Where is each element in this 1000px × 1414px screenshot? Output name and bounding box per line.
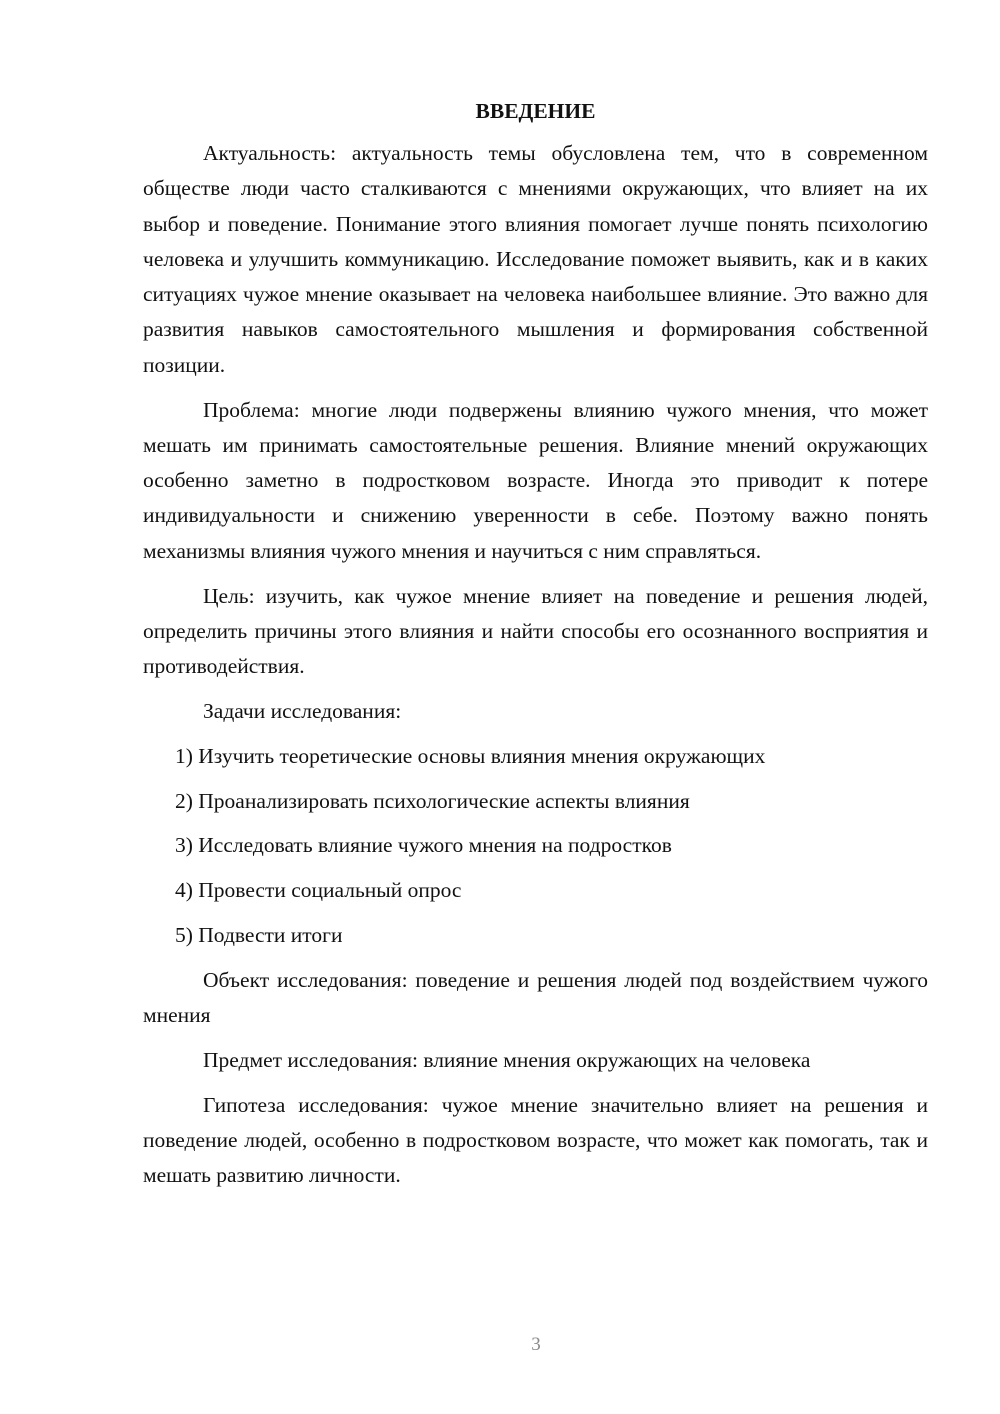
list-item: 3) Исследовать влияние чужого мнения на подростков [175,833,672,858]
paragraph-goal: Цель: изучить, как чужое мнение влияет на поведение и решения людей, определить причины этого влияния и найти способы его осознанного восприятия и противодействия. [143,583,928,679]
section-heading: ВВЕДЕНИЕ [475,99,596,123]
paragraph-subject: Предмет исследования: влияние мнения окружающих на человека [203,1047,811,1072]
paragraph-relevance: Актуальность: актуальность темы обусловлена тем, что в современном обществе люди часто сталкиваются с мнениями окружающих, что влияет на их выбор и поведение. Понимание этого влияния помогает лучше понять психологию человека и улучшить коммуникацию. Исследование поможет выявить, как и в каких ситуациях чужое мнение оказывает на человека наибольшее влияние. Это важно для развития навыков самостоятельного мышления и формирования собственной позиции. [143,141,928,377]
page-content [143,96,928,1203]
list-item: 2) Проанализировать психологические аспекты влияния [175,788,690,813]
list-item: 4) Провести социальный опрос [175,878,462,903]
list-item: 5) Подвести итоги [175,922,343,947]
list-item: 1) Изучить теоретические основы влияния мнения окружающих [175,743,766,768]
paragraph-problem: Проблема: многие люди подвержены влиянию чужого мнения, что может мешать им принимать самостоятельные решения. Влияние мнений окружающих особенно заметно в подростковом возрасте. Иногда это приводит к потере индивидуальности и снижению уверенности в себе. Поэтому важно понять механизмы влияния чужого мнения и научиться с ним справляться. [143,397,928,563]
paragraph-tasks-intro: Задачи исследования: [203,698,402,723]
paragraph-object: Объект исследования: поведение и решения людей под воздействием чужого мнения [143,967,928,1028]
page-number: 3 [531,1334,541,1355]
tasks-list [143,739,928,953]
paragraph-hypothesis: Гипотеза исследования: чужое мнение значительно влияет на решения и поведение людей, особенно в подростковом возрасте, что может как помогать, так и мешать развитию личности. [143,1092,928,1188]
